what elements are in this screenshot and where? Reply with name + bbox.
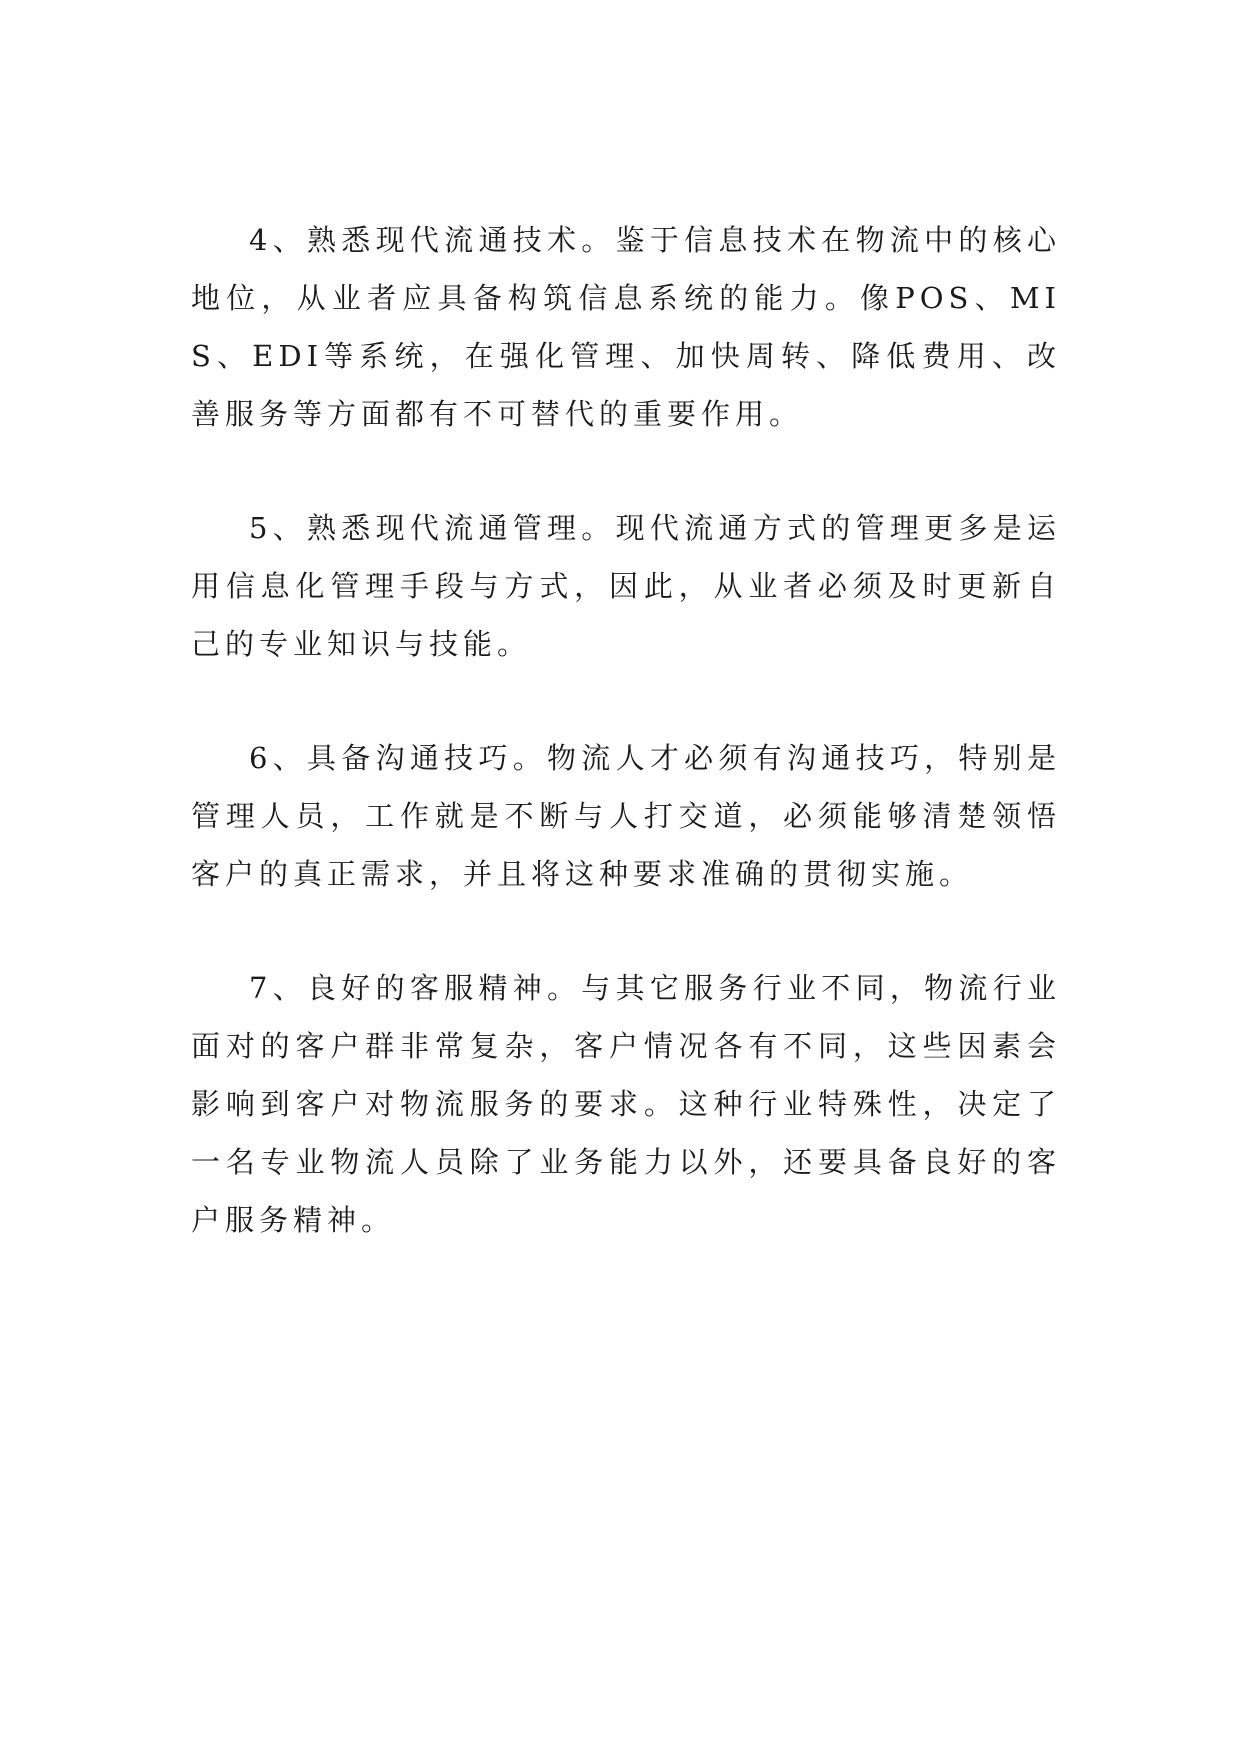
document-body bbox=[191, 211, 1061, 1249]
paragraph-4: 4、熟悉现代流通技术。鉴于信息技术在物流中的核心地位，从业者应具备构筑信息系统的能力。像POS、MIS、EDI等系统，在强化管理、加快周转、降低费用、改善服务等方面都有不可替代的重要作用。 bbox=[191, 223, 1061, 431]
paragraph-6: 6、具备沟通技巧。物流人才必须有沟通技巧，特别是管理人员，工作就是不断与人打交道，必须能够清楚领悟客户的真正需求，并且将这种要求准确的贯彻实施。 bbox=[191, 741, 1061, 891]
paragraph-7: 7、良好的客服精神。与其它服务行业不同，物流行业面对的客户群非常复杂，客户情况各有不同，这些因素会影响到客户对物流服务的要求。这种行业特殊性，决定了一名专业物流人员除了业务能力以外，还要具备良好的客户服务精神。 bbox=[191, 971, 1061, 1237]
paragraph-5: 5、熟悉现代流通管理。现代流通方式的管理更多是运用信息化管理手段与方式，因此，从业者必须及时更新自己的专业知识与技能。 bbox=[191, 511, 1061, 661]
